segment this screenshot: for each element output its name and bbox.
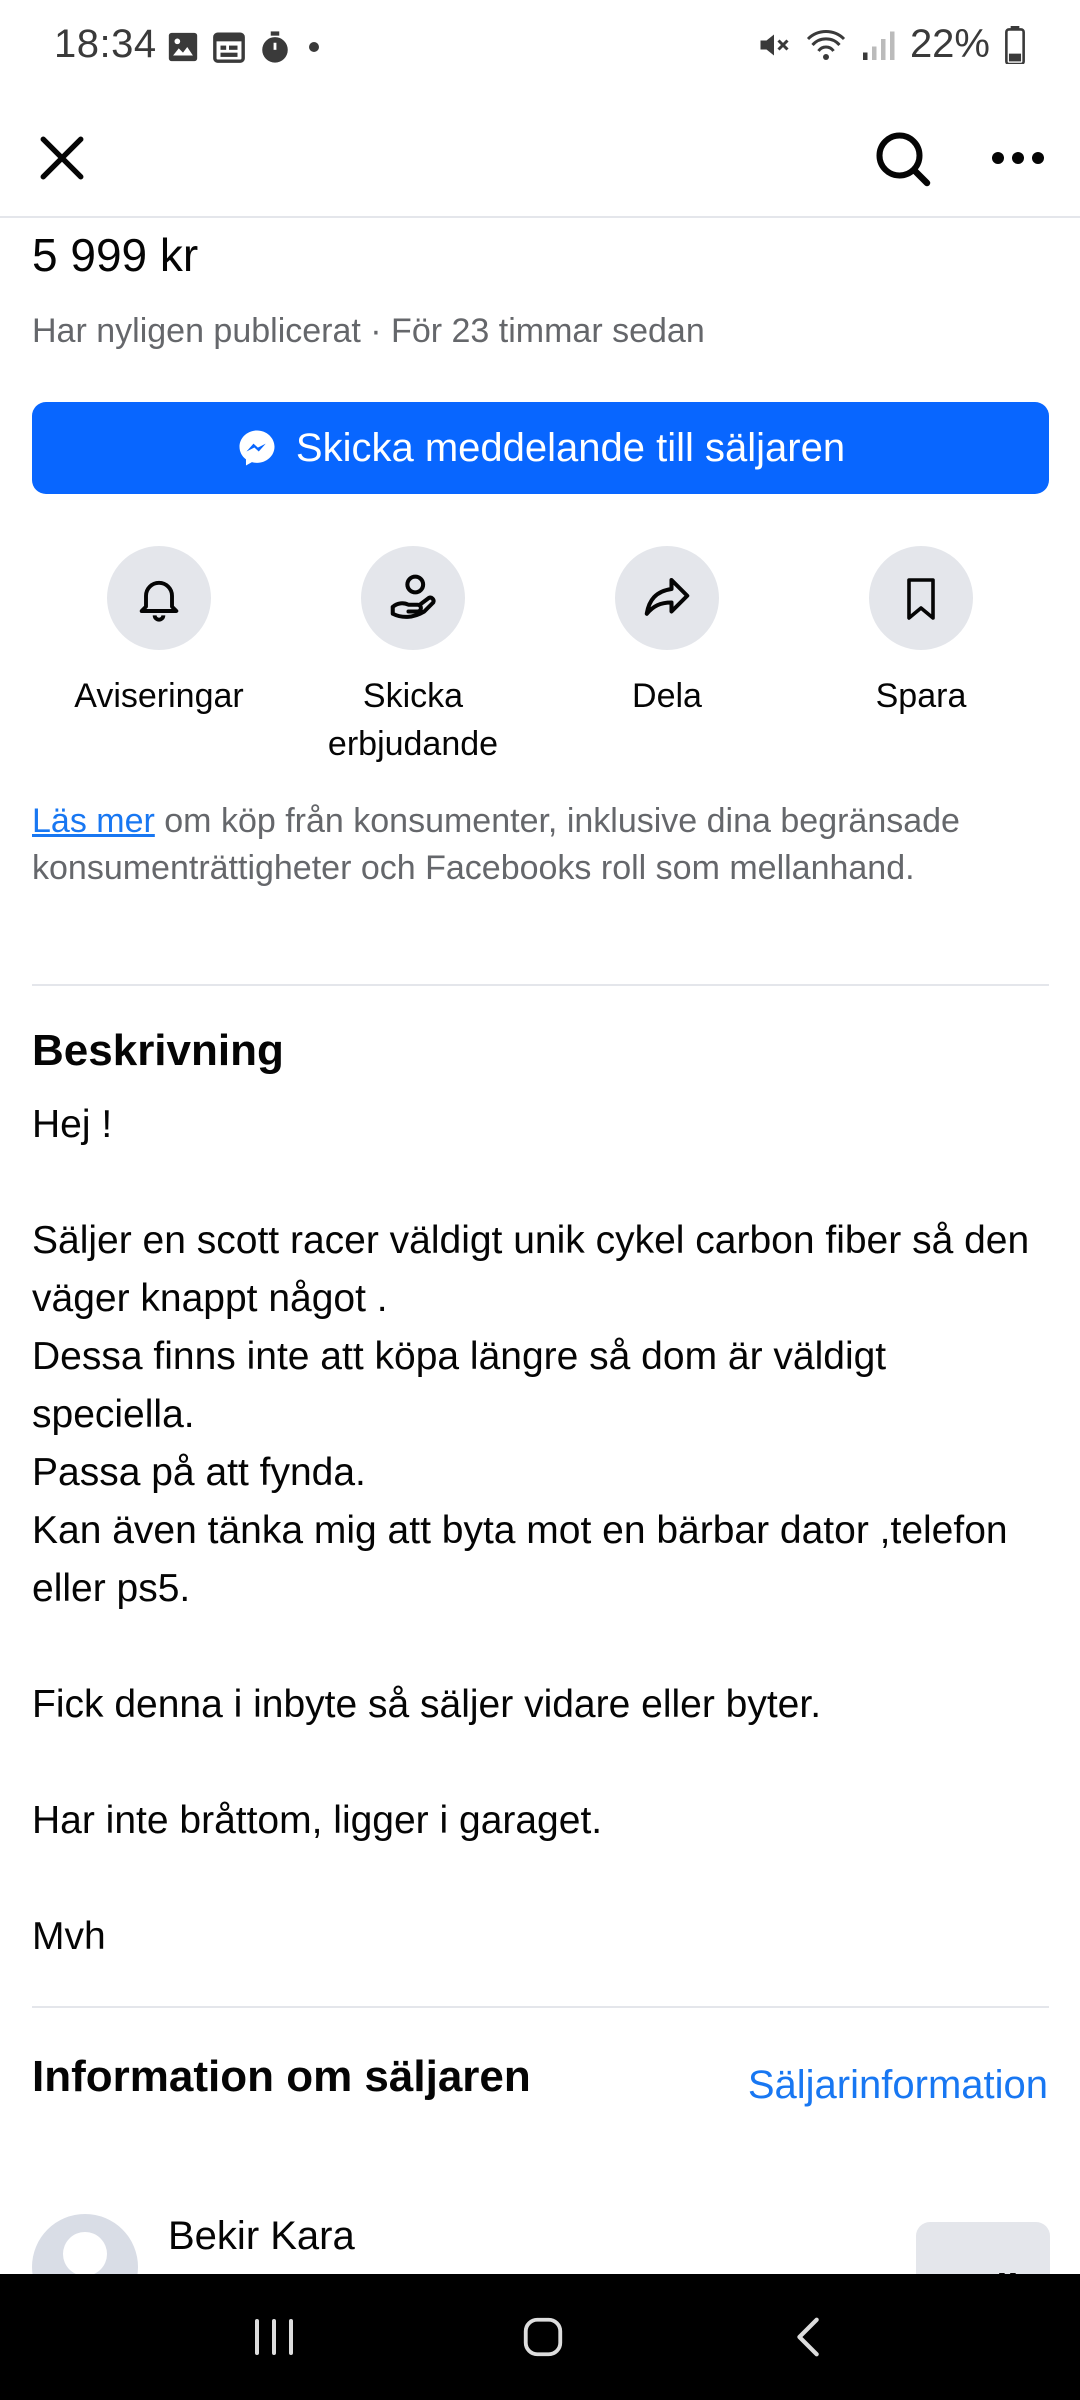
action-share-circle: [615, 546, 719, 650]
status-time: 18:34: [54, 22, 157, 66]
messenger-icon: [236, 427, 278, 469]
home-icon[interactable]: [520, 2314, 566, 2360]
more-icon: [990, 148, 1046, 168]
search-icon: [872, 128, 932, 188]
signal-icon: [860, 27, 896, 63]
bookmark-icon: [897, 574, 945, 622]
battery-icon: [1004, 26, 1026, 64]
action-save-circle: [869, 546, 973, 650]
seller-info-link[interactable]: Säljarinformation: [747, 2063, 1048, 2107]
consumer-info-body: om köp från konsumenter, inklusive dina begränsade konsumenträttigheter och Facebooks roll som mellanhand.: [32, 802, 960, 887]
dot-icon: [304, 37, 324, 57]
mute-icon: [756, 27, 792, 63]
seller-info-title: Information om säljaren: [32, 2052, 531, 2101]
close-button[interactable]: [20, 116, 104, 200]
back-icon[interactable]: [789, 2314, 829, 2360]
action-save-label: Spara: [875, 677, 967, 715]
status-icons-left: [166, 30, 324, 64]
bell-icon: [133, 572, 185, 624]
action-send-offer-label: Skicka erbjudande: [327, 677, 499, 763]
timer-icon: [258, 30, 292, 64]
divider: [32, 2006, 1049, 2008]
description-body: Hej ! Säljer en scott racer väldigt unik cykel carbon fiber så den väger knappt något . Dessa finns inte att köpa längre så dom är väldigt speciella. Passa på att fynda. Kan även tänka mig att byta mot en bärbar dator ,telefon eller ps5. Fick denna i inbyte så säljer vidare eller byter. Har inte bråttom, ligger i garaget. Mvh: [32, 1103, 1030, 1958]
price: 5 999 kr: [32, 229, 199, 281]
offer-icon: [386, 571, 440, 625]
close-icon: [37, 133, 87, 183]
action-save[interactable]: [806, 546, 1036, 720]
action-send-offer-circle: [361, 546, 465, 650]
image-icon: [166, 30, 200, 64]
description-title: Beskrivning: [32, 1026, 284, 1075]
recents-icon[interactable]: [251, 2317, 297, 2357]
action-send-offer[interactable]: [298, 546, 528, 768]
action-share-label: Dela: [632, 677, 702, 715]
system-nav-bar: [0, 2274, 1080, 2400]
action-notifications[interactable]: [44, 546, 274, 720]
divider: [32, 984, 1049, 986]
status-bar: [0, 0, 1080, 98]
status-icons-right: [756, 22, 1026, 67]
action-notifications-circle: [107, 546, 211, 650]
seller-name[interactable]: Bekir Kara: [168, 2214, 355, 2258]
message-seller-label: Skicka meddelande till säljaren: [295, 425, 846, 470]
search-button[interactable]: [860, 116, 944, 200]
read-more-link[interactable]: Läs mer: [32, 802, 155, 840]
message-seller-button[interactable]: [32, 402, 1049, 494]
calendar-icon: [212, 30, 246, 64]
posted-time: Har nyligen publicerat · För 23 timmar sedan: [32, 312, 705, 350]
top-bar: [0, 98, 1080, 218]
action-notifications-label: Aviseringar: [74, 677, 244, 715]
battery-percent: 22%: [909, 22, 990, 66]
more-button[interactable]: [976, 116, 1060, 200]
action-share[interactable]: [552, 546, 782, 720]
consumer-info-text: [32, 798, 1052, 892]
share-icon: [640, 571, 694, 625]
wifi-icon: [806, 27, 846, 63]
